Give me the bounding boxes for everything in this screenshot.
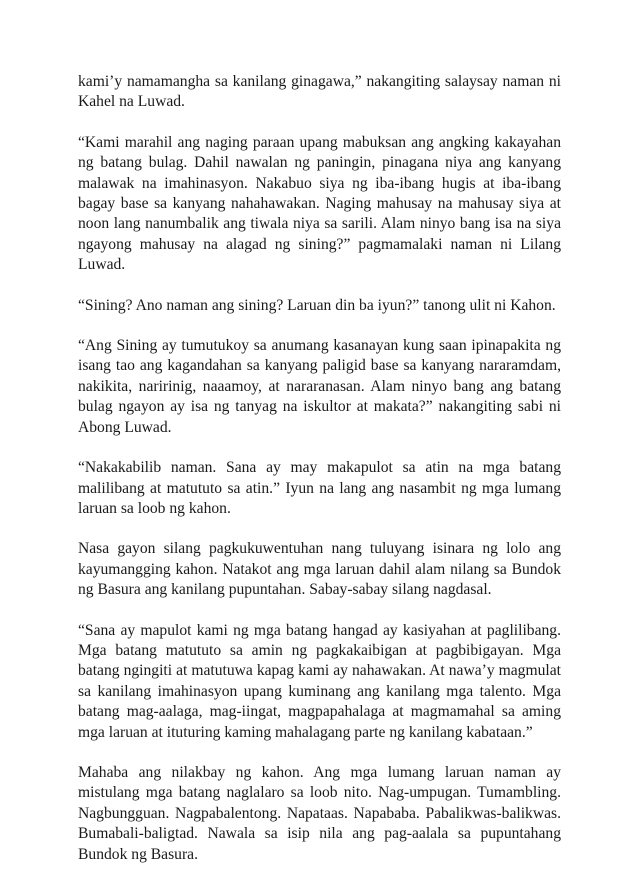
paragraph-8: Mahaba ang nilakbay ng kahon. Ang mga lumang laruan naman ay mistulang mga batang naglalaro sa loob nito. Nag-umpugan. Tumambling. Nagbungguan. Nagpabalentong. Napataas. Napababa. Pabalikwas-balikwas. Bumabali-baligtad. Nawala sa isip nila ang pag-aalala sa pupuntahang Bundok ng Basura. <box>78 763 561 863</box>
body-text <box>78 72 561 885</box>
paragraph-7: “Sana ay mapulot kami ng mga batang hangad ay kasiyahan at paglilibang. Mga batang matututo sa amin ng pagkakaibigan at pagbibigayan. Mga batang ngingiti at matutuwa kapag kami ay nahawakan. At nawa’y magmulat sa kanilang imahinasyon upang kuminang ang kanilang mga talento. Mga batang mag-aalaga, mag-iingat, magpapahalaga at magmamahal sa aming mga laruan at ituturing kaming mahalagang parte ng kanilang kabataan.” <box>78 621 561 741</box>
paragraph-2: “Kami marahil ang naging paraan upang mabuksan ang angking kakayahan ng batang bulag. Dahil nawalan ng paningin, pinagana niya ang kanyang malawak na imahinasyon. Nakabuo siya ng iba-ibang hugis at iba-ibang bagay base sa kanyang nahahawakan. Naging mahusay na mahusay siya at noon lang nanumbalik ang tiwala niya sa sarili. Alam ninyo bang isa na siya ngayong mahusay na alagad ng sining?” pagmamalaki naman ni Lilang Luwad. <box>78 133 561 274</box>
paragraph-1: kami’y namamangha sa kanilang ginagawa,” nakangiting salaysay naman ni Kahel na Luwad. <box>78 73 561 111</box>
paragraph-6: Nasa gayon silang pagkukuwentuhan nang tuluyang isinara ng lolo ang kayumangging kahon. Natakot ang mga laruan dahil alam nilang sa Bundok ng Basura ang kanilang pupuntahan. Sabay-sabay silang nagdasal. <box>78 540 561 599</box>
paragraph-5: “Nakakabilib naman. Sana ay may makapulot sa atin na mga batang malilibang at matututo sa atin.” Iyun na lang ang nasambit ng mga lumang laruan sa loob ng kahon. <box>78 459 561 517</box>
paragraph-4: “Ang Sining ay tumutukoy sa anumang kasanayan kung saan ipinapakita ng isang tao ang kagandahan sa kanyang paligid base sa kanyang nararamdam, nakikita, naririnig, naaamoy, at nararanasan. Alam ninyo bang ang batang bulag ngayon ay isa ng tanyag na iskultor at makata?” nakangiting sabi ni Abong Luwad. <box>78 337 561 436</box>
paragraph-3: “Sining? Ano naman ang sining? Laruan din ba iyun?” tanong ulit ni Kahon. <box>78 296 556 314</box>
